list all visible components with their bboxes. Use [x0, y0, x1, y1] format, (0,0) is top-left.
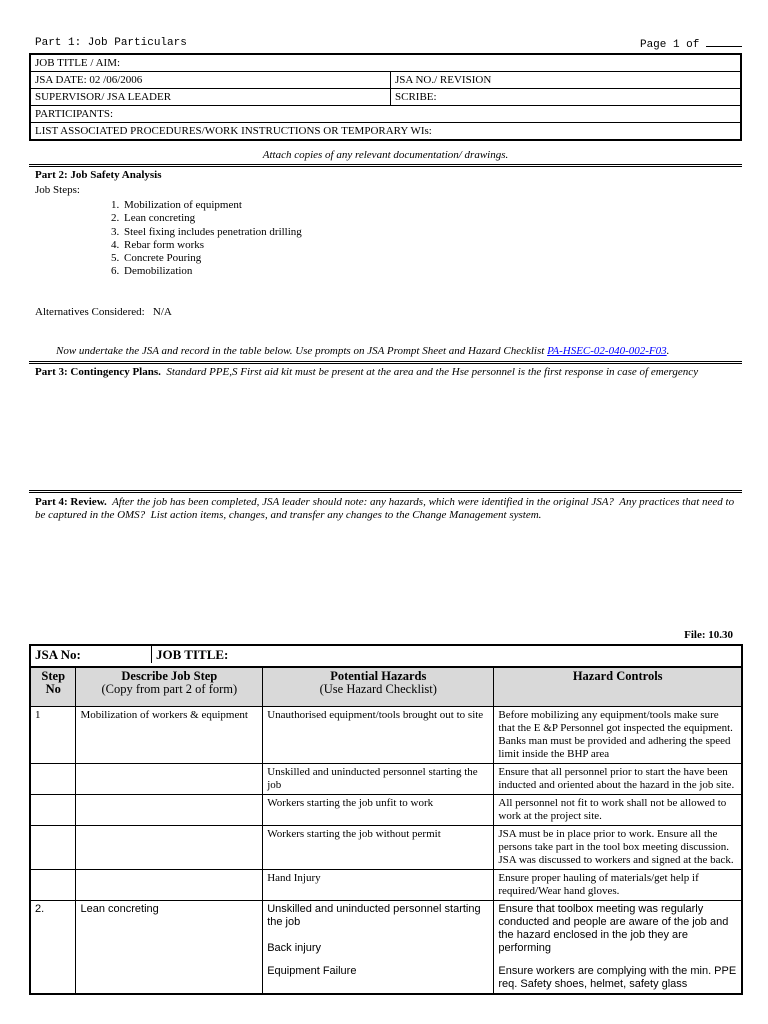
jsa-date-field: JSA DATE: 02 /06/2006: [31, 72, 391, 88]
job-steps-label: Job Steps:: [35, 184, 80, 196]
divider: [29, 490, 742, 493]
prompt-text: Now undertake the JSA and record in the table below. Use prompts on JSA Prompt Sheet and Hazard Checklist: [56, 345, 548, 357]
alternatives-considered: Alternatives Considered: N/A: [35, 306, 172, 318]
col-controls-header: Hazard Controls: [494, 667, 742, 707]
part3-text: Standard PPE,S First aid kit must be present at the area and the Hse personnel is the first response in case of emergency: [160, 366, 699, 378]
hazard-cell: Workers starting the job unfit to work: [263, 795, 494, 826]
jsa-no-cell: [30, 645, 263, 667]
step-cell: 1: [30, 707, 76, 764]
part4-text: After the job has been completed, JSA leader should note: any hazards, which were identified in the original JSA? Any practices that need to be captured in the OMS? List action items, changes, and transfer any changes to the Change Management system.: [35, 496, 737, 521]
hazards-sub: (Use Hazard Checklist): [319, 682, 437, 696]
table-row: [30, 795, 742, 826]
part4-section: [35, 496, 735, 521]
list-item: 4. Rebar form works: [122, 239, 302, 252]
desc-cell: [76, 826, 263, 870]
desc-cell: [76, 870, 263, 901]
control-cell: JSA must be in place prior to work. Ensure all the persons take part in the tool box meeting discussion. JSA was discussed to workers and signed at the back.: [494, 826, 742, 870]
page-label: Page 1 of: [639, 39, 700, 51]
hazard-cell: [263, 901, 494, 995]
job-steps-list: [105, 199, 302, 279]
control-cell: Ensure proper hauling of materials/get help if required/Wear hand gloves.: [494, 870, 742, 901]
jsa-header-row: [30, 645, 742, 667]
part1-title: Part 1: Job Particulars: [35, 37, 187, 49]
control-cell: All personnel not fit to work shall not be allowed to work at the project site.: [494, 795, 742, 826]
step-cell: [30, 870, 76, 901]
jsa-no-label: JSA No:: [31, 646, 152, 663]
hazard-checklist-link[interactable]: PA-HSEC-02-040-002-F03: [547, 345, 667, 357]
table-row: [30, 901, 742, 995]
control-cell: Before mobilizing any equipment/tools make sure that the E &P Personnel got inspected the equipment. Banks man must be provided and adhering the speed limit inside the BHP area: [494, 707, 742, 764]
participants-field: PARTICIPANTS:: [35, 108, 113, 120]
jsa-table: [29, 644, 743, 995]
col-step-header: Step No: [30, 667, 76, 707]
list-item: 1. Mobilization of equipment: [122, 199, 302, 212]
job-particulars-table: [29, 53, 742, 141]
table-row: [30, 870, 742, 901]
describe-sub: (Copy from part 2 of form): [101, 682, 238, 696]
divider: [29, 164, 742, 167]
hazard-line: Back injury: [267, 942, 321, 954]
column-header-row: [30, 667, 742, 707]
col-describe-header: [76, 667, 263, 707]
hazard-cell: Unskilled and uninducted personnel starting the job: [263, 764, 494, 795]
list-item: 2. Lean concreting: [122, 212, 302, 225]
hazard-line: Equipment Failure: [267, 965, 357, 977]
list-item: 3. Steel fixing includes penetration drilling: [122, 226, 302, 239]
page-header: [35, 37, 742, 51]
desc-cell: [76, 795, 263, 826]
job-title-label: JOB TITLE:: [156, 647, 229, 662]
control-line: Ensure workers are complying with the min. PPE req. Safety shoes, helmet, safety glass: [498, 965, 737, 990]
attach-note: Attach copies of any relevant documentation/ drawings.: [262, 149, 509, 161]
jsa-no-field: JSA NO./ REVISION: [395, 74, 492, 86]
job-title-field: JOB TITLE / AIM:: [35, 57, 121, 69]
hazards-label: Potential Hazards: [330, 669, 427, 683]
table-row: [30, 826, 742, 870]
list-item: 6. Demobilization: [122, 265, 302, 278]
prompt-end: .: [666, 345, 670, 357]
step-cell: [30, 764, 76, 795]
hazard-line: Unskilled and uninducted personnel starting the job: [267, 903, 481, 928]
step-cell: [30, 826, 76, 870]
control-line: Ensure that toolbox meeting was regularly conducted and people are aware of the job and the hazard enclosed in the job they are performing: [498, 903, 729, 954]
part3-section: [35, 366, 725, 379]
scribe-field: SCRIBE:: [395, 91, 437, 103]
col-hazards-header: [263, 667, 494, 707]
hazard-cell: Unauthorised equipment/tools brought out to site: [263, 707, 494, 764]
part4-title: Part 4: Review.: [35, 496, 107, 508]
part2-title: Part 2: Job Safety Analysis: [35, 169, 162, 181]
control-cell: [494, 901, 742, 995]
desc-cell: Mobilization of workers & equipment: [76, 707, 263, 764]
prompt-instruction: [56, 345, 746, 357]
job-title-value: [263, 645, 742, 667]
describe-label: Describe Job Step: [121, 669, 218, 683]
desc-cell: [76, 764, 263, 795]
supervisor-field: SUPERVISOR/ JSA LEADER: [31, 89, 391, 105]
table-row: [30, 707, 742, 764]
hazard-cell: Workers starting the job without permit: [263, 826, 494, 870]
table-row: [30, 764, 742, 795]
hazard-cell: Hand Injury: [263, 870, 494, 901]
control-cell: Ensure that all personnel prior to start the have been inducted and oriented about the hazard in the job site.: [494, 764, 742, 795]
desc-cell: Lean concreting: [76, 901, 263, 995]
divider: [29, 361, 742, 364]
step-cell: [30, 795, 76, 826]
part3-title: Part 3: Contingency Plans.: [35, 366, 161, 378]
list-item: 5. Concrete Pouring: [122, 252, 302, 265]
page-total-blank: [706, 37, 742, 47]
file-label: File: 10.30: [684, 629, 733, 641]
step-cell: 2.: [30, 901, 76, 995]
page-number: [640, 37, 742, 51]
procedures-field: LIST ASSOCIATED PROCEDURES/WORK INSTRUCTIONS OR TEMPORARY WIs:: [35, 125, 432, 137]
